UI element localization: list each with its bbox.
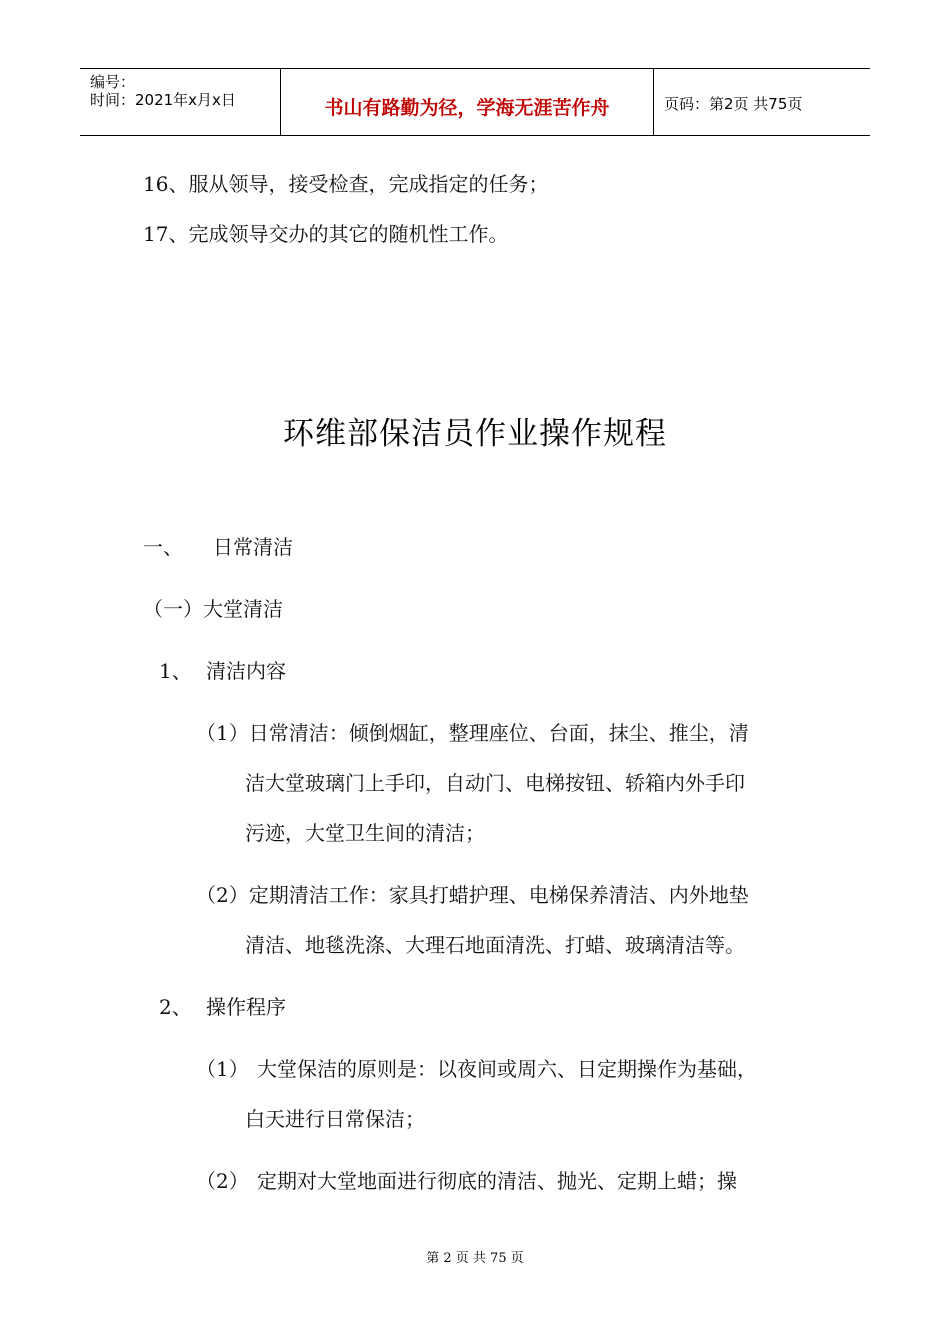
page-header (80, 68, 870, 136)
header-motto: 书山有路勤为径，学海无涯苦作舟 (324, 97, 610, 119)
item-2-paragraph-2-number: （2） (196, 1169, 249, 1193)
item-1-paragraph-1-line-1: （1）日常清洁：倾倒烟缸，整理座位、台面，抹尘、推尘，清 (196, 721, 749, 745)
section-1-heading: 日常清洁 (213, 535, 293, 559)
header-page-cell (654, 69, 870, 135)
item-2-paragraph-2-line-1: 定期对大堂地面进行彻底的清洁、抛光、定期上蜡；操 (257, 1169, 737, 1193)
item-1-paragraph-2-line-2: 清洁、地毯洗涤、大理石地面清洗、打蜡、玻璃清洁等。 (245, 933, 745, 957)
section-1-number: 一、 (143, 535, 183, 559)
document-number-label: 编号： (90, 73, 136, 91)
page-footer: 第 2 页 共 75 页 (426, 1251, 524, 1266)
item-2-number: 2、 (159, 995, 192, 1019)
item-1-heading: 清洁内容 (206, 659, 286, 683)
item-1-number: 1、 (159, 659, 192, 683)
intro-item-17: 17、完成领导交办的其它的随机性工作。 (143, 222, 509, 246)
item-2-paragraph-1-line-1: 大堂保洁的原则是：以夜间或周六、日定期操作为基础， (257, 1057, 757, 1081)
intro-item-16: 16、服从领导，接受检查，完成指定的任务； (143, 172, 549, 196)
document-title: 环维部保洁员作业操作规程 (283, 416, 667, 452)
item-2-heading: 操作程序 (206, 995, 286, 1019)
item-1-paragraph-2-line-1: （2）定期清洁工作：家具打蜡护理、电梯保养清洁、内外地垫 (196, 883, 749, 907)
header-motto-cell (281, 69, 654, 135)
item-1-paragraph-1-line-3: 污迹，大堂卫生间的清洁； (245, 821, 485, 845)
header-page-info: 页码：第2页 共75页 (664, 95, 803, 113)
item-2-paragraph-1-line-2: 白天进行日常保洁； (245, 1107, 425, 1131)
item-2-paragraph-1-number: （1） (196, 1057, 249, 1081)
item-1-paragraph-1-line-2: 洁大堂玻璃门上手印，自动门、电梯按钮、轿箱内外手印 (245, 771, 745, 795)
document-time-label: 时间：2021年x月x日 (90, 91, 236, 109)
header-meta-cell (80, 69, 281, 135)
subsection-lobby-heading: （一）大堂清洁 (143, 597, 283, 621)
